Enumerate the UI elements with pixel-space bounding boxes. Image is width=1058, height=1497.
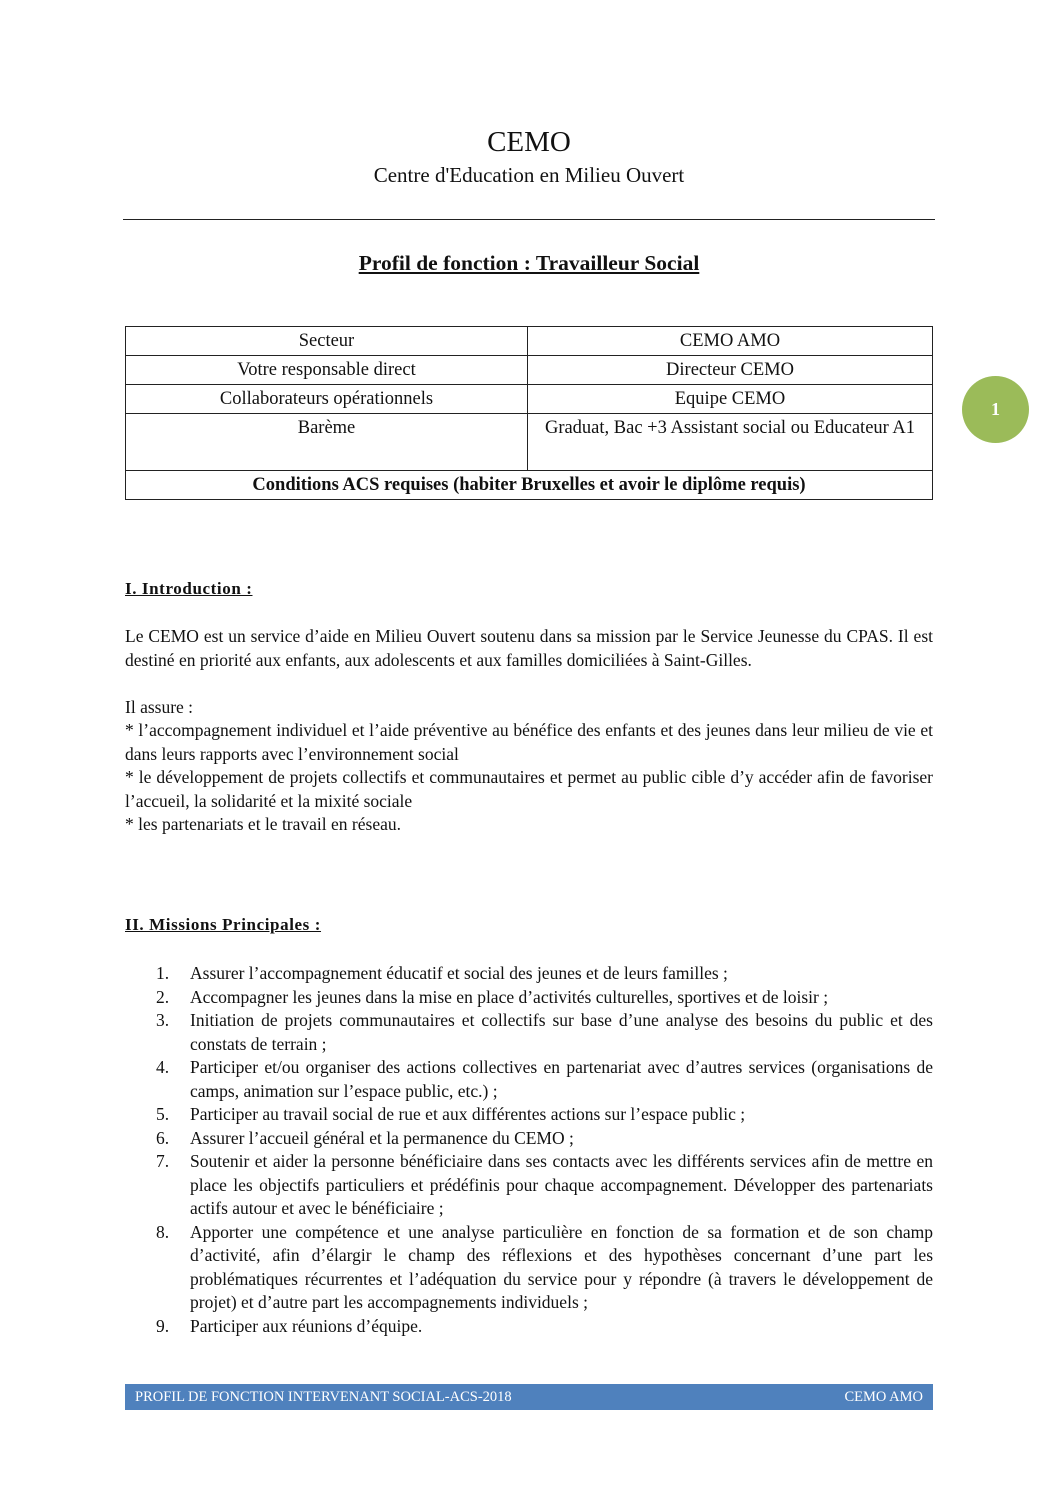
- info-value: Equipe CEMO: [528, 385, 933, 414]
- list-item: [125, 1056, 933, 1103]
- page-number-badge: 1: [962, 376, 1029, 443]
- footer-organization: CEMO AMO: [844, 1389, 923, 1405]
- item-text: Apporter une compétence et une analyse particulière en fonction de sa formation et de son champ d’activité, afin d’élargir le champ des réflexions et des hypothèses concernant d’une part les problématiques récurrentes et l’adéquation du service pour y répondre (à travers le développement de projet) et d’autre part les accompagnements individuels ;: [190, 1221, 933, 1312]
- list-item: [125, 1127, 933, 1151]
- info-row-bareme: [126, 414, 933, 471]
- item-number: 2.: [156, 986, 170, 1007]
- info-label: Votre responsable direct: [126, 356, 528, 385]
- introduction-bullet: * l’accompagnement individuel et l’aide préventive au bénéfice des enfants et des jeunes dans leur milieu de vie et dans leurs rapports avec l’environnement social: [125, 720, 933, 764]
- document-title: CEMO: [487, 126, 571, 158]
- list-item: [125, 1315, 933, 1339]
- item-text: Participer aux réunions d’équipe.: [190, 1315, 423, 1336]
- item-text: Assurer l’accueil général et la permanence du CEMO ;: [190, 1127, 574, 1148]
- list-item: [125, 986, 933, 1010]
- header-divider: [123, 219, 935, 220]
- info-label: Barème: [126, 414, 528, 471]
- info-value: Graduat, Bac +3 Assistant social ou Educateur A1: [528, 414, 933, 471]
- item-text: Accompagner les jeunes dans la mise en place d’activités culturelles, sportives et de loisir ;: [190, 986, 829, 1007]
- introduction-paragraph: Le CEMO est un service d’aide en Milieu Ouvert soutenu dans sa mission par le Service Jeunesse du CPAS. Il est destiné en priorité aux enfants, aux adolescents et aux familles domiciliées à Saint-Gilles.: [125, 626, 933, 670]
- list-item: [125, 962, 933, 986]
- item-text: Soutenir et aider la personne bénéficiaire dans ses contacts avec les différents services afin de mettre en place les objectifs particuliers et prédéfinis pour chaque accompagnement. Développer des partenariats actifs autour et avec le bénéficiaire ;: [190, 1151, 933, 1218]
- item-number: 9.: [156, 1315, 170, 1336]
- item-number: 3.: [156, 1010, 170, 1030]
- section-heading-introduction: I. Introduction :: [125, 579, 253, 598]
- info-table: [125, 326, 933, 500]
- info-value: CEMO AMO: [528, 327, 933, 356]
- item-text: Initiation de projets communautaires et collectifs sur base d’une analyse des besoins du public et des constats de terrain ;: [190, 1010, 933, 1054]
- list-item: [125, 1009, 933, 1056]
- list-item: [125, 1150, 933, 1221]
- info-label: Secteur: [126, 327, 528, 356]
- item-number: 7.: [156, 1151, 170, 1171]
- item-text: Participer au travail social de rue et aux différentes actions sur l’espace public ;: [190, 1104, 746, 1124]
- item-number: 5.: [156, 1104, 170, 1124]
- introduction-body: [125, 625, 933, 837]
- item-text: Assurer l’accompagnement éducatif et social des jeunes et de leurs familles ;: [190, 963, 728, 983]
- item-number: 4.: [156, 1057, 170, 1077]
- item-number: 8.: [156, 1221, 170, 1242]
- footer-document-title: PROFIL DE FONCTION INTERVENANT SOCIAL-ACS-2018: [135, 1389, 512, 1405]
- introduction-bullet: * le développement de projets collectifs et communautaires et permet au public cible d’y accéder afin de favoriser l’accueil, la solidarité et la mixité sociale: [125, 767, 933, 811]
- list-item: [125, 1221, 933, 1315]
- info-label: Collaborateurs opérationnels: [126, 385, 528, 414]
- missions-list: [125, 962, 933, 1338]
- info-row-collaborateurs: [126, 385, 933, 414]
- introduction-lead: Il assure :: [125, 696, 194, 717]
- info-row-conditions: [126, 471, 933, 500]
- info-row-secteur: [126, 327, 933, 356]
- list-item: [125, 1103, 933, 1127]
- page-footer: [125, 1384, 933, 1410]
- document-subtitle: Centre d'Education en Milieu Ouvert: [373, 163, 685, 187]
- info-value: Directeur CEMO: [528, 356, 933, 385]
- item-number: 1.: [156, 963, 170, 983]
- item-number: 6.: [156, 1127, 170, 1148]
- section-heading-missions: II. Missions Principales :: [125, 915, 322, 934]
- introduction-bullet: * les partenariats et le travail en réseau.: [125, 814, 401, 834]
- item-text: Participer et/ou organiser des actions collectives en partenariat avec d’autres services (organisations de camps, animation sur l’espace public, etc.) ;: [190, 1057, 933, 1101]
- profile-title: Profil de fonction : Travailleur Social: [358, 251, 700, 275]
- info-row-responsable: [126, 356, 933, 385]
- conditions-text: Conditions ACS requises (habiter Bruxelles et avoir le diplôme requis): [126, 471, 933, 500]
